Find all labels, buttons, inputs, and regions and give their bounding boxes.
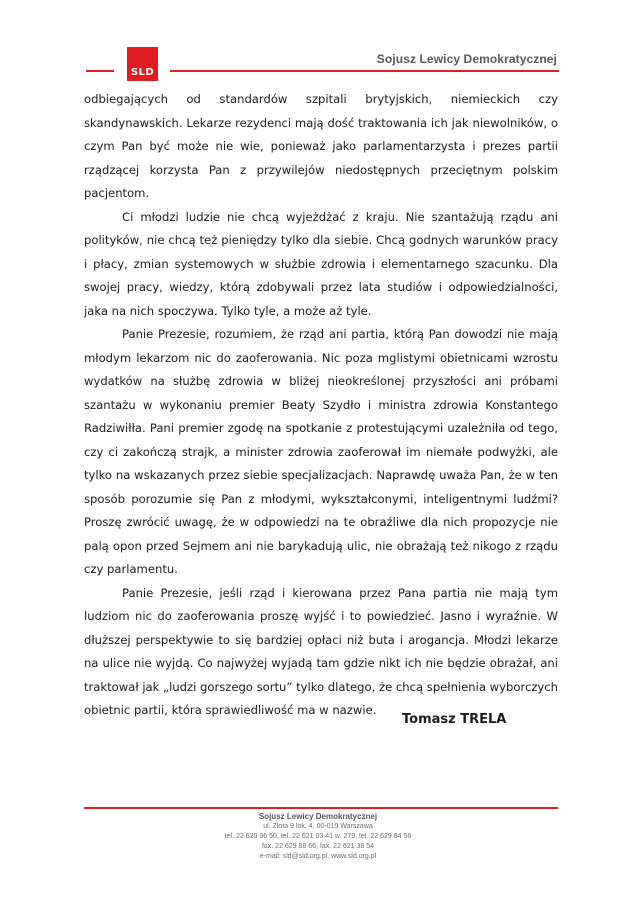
letter-paragraph: odbiegających od standardów szpitali brytyjskich, niemieckich czy skandynawskich. Lekarze rezydenci mają dość traktowania ich jak niewolników, o czym Pan być może nie wie, ponieważ jako parlamentarzysta i prezes partii rządzącej korzysta Pan z przywilejów niedostępnych przeciętnym polskim pacjentom.: [84, 92, 558, 200]
footer-email-web: e-mail: sld@sld.org.pl, www.sld.org.pl: [259, 853, 377, 860]
letter-paragraph: Ci młodzi ludzie nie chcą wyjeżdżać z kraju. Nie szantażują rządu ani polityków, nie chcą też pieniędzy tylko dla siebie. Chcą godnych warunków pracy i płacy, zmian systemowych w służbie zdrowia i elementarnego szacunku. Dla swojej pracy, wiedzy, którą zdobywali przez lata studiów i odpowiedzialności, jaka na nich spoczywa. Tylko tyle, a może aż tyle.: [84, 209, 558, 318]
footer-org-name: Sojusz Lewicy Demokratycznej: [258, 812, 378, 821]
footer-address: ul. Złota 9 lok. 4, 00-019 Warszawa: [263, 823, 373, 830]
footer-fax: fax. 22 629 88 66, fax. 22 621 38 54: [261, 843, 375, 850]
header-org-name: Sojusz Lewicy Demokratycznej: [376, 52, 557, 66]
footer-phone: tel. 22 629 96 50, tel. 22 621 03 41 w. 279, tel. 22 629 84 56: [224, 833, 412, 840]
signature-name: Tomasz TRELA: [402, 712, 507, 727]
sld-logo: [127, 47, 158, 81]
footer-contact-block: [0, 812, 636, 862]
header-rule-left: [86, 70, 114, 72]
letter-paragraph: Panie Prezesie, jeśli rząd i kierowana przez Pana partia nie mają tym ludziom nic do zaoferowania proszę wyjść i to powiedzieć. Jasno i wyraźnie. W dłuższej perspektywie to się bardziej opłaci niż buta i arogancja. Młodzi lekarze na ulice nie wyjdą. Co najwyżej wyjadą tam gdzie nikt ich nie będzie obrażał, ani traktował jak „ludzi gorszego sortu” tylko dlatego, że chcą spełnienia wyborczych obietnic partii, która sprawiedliwość ma w nazwie.: [84, 585, 559, 717]
footer-rule: [84, 807, 558, 809]
header-rule: [170, 70, 559, 72]
letter-body: [84, 88, 558, 723]
sld-logo-text: SLD: [130, 67, 155, 78]
letter-paragraph: Panie Prezesie, rozumiem, że rząd ani partia, którą Pan dowodzi nie mają młodym lekarzom nic do zaoferowania. Nic poza mglistymi obietnicami wzrostu wydatków na służbę zdrowia w bliżej nieokreślonej przyszłości ani próbami szantażu w wykonaniu premier Beaty Szydło i ministra zdrowia Konstantego Radziwiłła. Pani premier zgodę na spotkanie z protestującymi uzależniła od tego, czy ci zakończą strajk, a minister zdrowia zaoferował im niemałe podwyżki, ale tylko na wskazanych przez siebie specjalizacjach. Naprawdę uważa Pan, że w ten sposób porozumie się Pan z młodymi, wykształconymi, inteligentnymi ludźmi? Proszę zwrócić uwagę, że w odpowiedzi na te obraźliwe dla nich propozycje nie palą opon przed Sejmem ani nie barykadują ulic, nie obrażają też nikogo z rządu czy parlamentu.: [84, 327, 558, 576]
